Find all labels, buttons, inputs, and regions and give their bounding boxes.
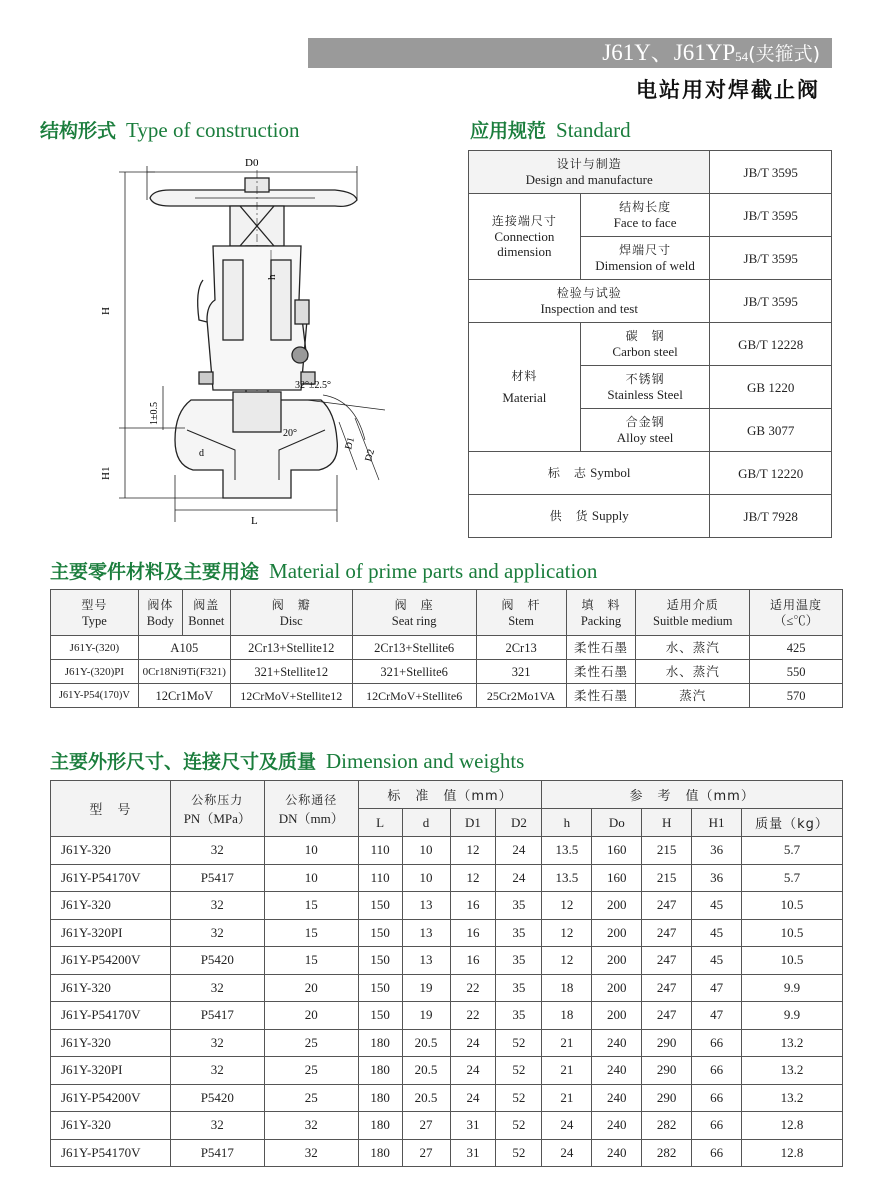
cell-H1: 66 [692, 1112, 742, 1140]
cell-H: 282 [642, 1112, 692, 1140]
cell-weight: 13.2 [742, 1057, 843, 1085]
cell-Do: 240 [592, 1112, 642, 1140]
cell-Do: 160 [592, 864, 642, 892]
table-row [51, 660, 843, 684]
cell-L: 180 [358, 1112, 402, 1140]
header-cn: 阀盖 [193, 597, 220, 612]
table-row [469, 151, 832, 194]
std-group-en: Material [502, 390, 547, 405]
cell-d: 13 [402, 947, 450, 975]
std-value: JB/T 3595 [710, 280, 832, 323]
cell-D2: 52 [496, 1112, 542, 1140]
cell-model: J61Y-320 [51, 892, 171, 920]
std-cn: 设计与制造 [556, 157, 622, 171]
cell-model: J61Y-320 [51, 974, 171, 1002]
cell-d: 20.5 [402, 1057, 450, 1085]
cell-H: 247 [642, 892, 692, 920]
header-en: Body [146, 613, 174, 628]
cell-dn: 25 [264, 1057, 358, 1085]
cell-pn: P5417 [170, 1139, 264, 1167]
cell-body: A105 [138, 636, 230, 660]
column-header: d [402, 809, 450, 837]
column-header: L [358, 809, 402, 837]
header-en: Bonnet [188, 613, 225, 628]
cell-dn: 10 [264, 864, 358, 892]
header-dn-cn: 公称通径 [285, 792, 338, 807]
cell-D1: 31 [450, 1139, 496, 1167]
cell-D2: 24 [496, 864, 542, 892]
header-title-subscript: 54 [735, 49, 749, 64]
cell-L: 180 [358, 1139, 402, 1167]
std-en: Stainless Steel [607, 387, 683, 402]
cell-h: 21 [542, 1029, 592, 1057]
std-value: JB/T 3595 [710, 194, 832, 237]
cell-pn: P5417 [170, 864, 264, 892]
cell-H1: 47 [692, 1002, 742, 1030]
section-en: Type of construction [126, 118, 300, 142]
std-value: JB/T 3595 [710, 151, 832, 194]
std-value: GB/T 12220 [710, 452, 832, 495]
cell-weight: 5.7 [742, 864, 843, 892]
cell-pn: P5420 [170, 947, 264, 975]
column-header: h [542, 809, 592, 837]
cell-Do: 240 [592, 1057, 642, 1085]
std-group-en1: Connection [494, 229, 555, 244]
cell-L: 180 [358, 1084, 402, 1112]
cell-stem: 321 [476, 660, 566, 684]
cell-H1: 66 [692, 1139, 742, 1167]
cell-L: 180 [358, 1057, 402, 1085]
cell-dn: 15 [264, 947, 358, 975]
cell-dn: 32 [264, 1139, 358, 1167]
std-en: Dimension of weld [595, 258, 695, 273]
std-cn: 焊端尺寸 [619, 243, 672, 257]
cell-L: 180 [358, 1029, 402, 1057]
column-header: Do [592, 809, 642, 837]
cell-L: 150 [358, 974, 402, 1002]
std-cn: 不锈钢 [625, 372, 665, 386]
header-en: Seat ring [391, 613, 437, 628]
cell-L: 150 [358, 892, 402, 920]
std-en: Alloy steel [616, 430, 674, 445]
cell-d: 13 [402, 892, 450, 920]
header-en: （≤℃） [773, 613, 819, 628]
cell-Do: 200 [592, 974, 642, 1002]
cell-H: 290 [642, 1029, 692, 1057]
table-row [51, 864, 843, 892]
cell-medium: 蒸汽 [636, 684, 750, 708]
cell-L: 110 [358, 864, 402, 892]
cell-L: 150 [358, 919, 402, 947]
cell-d: 20.5 [402, 1029, 450, 1057]
std-cn: 检验与试验 [556, 286, 622, 300]
table-row [51, 892, 843, 920]
cell-pn: P5417 [170, 1002, 264, 1030]
cell-model: J61Y-P54200V [51, 1084, 171, 1112]
table-row [51, 1029, 843, 1057]
cell-weight: 5.7 [742, 837, 843, 865]
column-header: D1 [450, 809, 496, 837]
header-dn-en: DN（mm） [278, 810, 344, 826]
table-row [469, 323, 832, 366]
label-angle-20: 20° [283, 428, 297, 439]
cell-Do: 200 [592, 919, 642, 947]
cell-weight: 10.5 [742, 892, 843, 920]
cell-L: 150 [358, 1002, 402, 1030]
cell-model: J61Y-P54170V [51, 864, 171, 892]
std-value: JB/T 3595 [710, 237, 832, 280]
cell-type: J61Y-(320)PI [51, 660, 139, 684]
section-en: Material of prime parts and application [269, 559, 598, 583]
cell-D1: 12 [450, 837, 496, 865]
cell-weight: 13.2 [742, 1084, 843, 1112]
table-row [51, 1084, 843, 1112]
cell-H: 290 [642, 1084, 692, 1112]
cell-type: J61Y-P54(170)V [51, 684, 139, 708]
std-value: GB 3077 [710, 409, 832, 452]
cell-disc: 2Cr13+Stellite12 [230, 636, 352, 660]
cell-h: 18 [542, 974, 592, 1002]
label-d2: D2 [363, 448, 378, 463]
cell-h: 24 [542, 1112, 592, 1140]
table-row [469, 452, 832, 495]
section-title-construction [40, 116, 300, 143]
header-ref-group: 参 考 值（mm） [542, 781, 843, 809]
header-en: Suitble medium [653, 613, 733, 628]
table-row [469, 495, 832, 538]
table-row [51, 919, 843, 947]
cell-h: 13.5 [542, 864, 592, 892]
cell-temp: 550 [750, 660, 843, 684]
table-row [51, 947, 843, 975]
cell-H: 247 [642, 919, 692, 947]
std-en: Carbon steel [612, 344, 678, 359]
cell-Do: 200 [592, 1002, 642, 1030]
std-cn: 碳 钢 [625, 329, 665, 343]
cell-h: 21 [542, 1084, 592, 1112]
table-row [51, 1112, 843, 1140]
section-cn: 主要零件材料及主要用途 [50, 561, 260, 583]
cell-dn: 25 [264, 1029, 358, 1057]
section-title-dimensions [50, 747, 524, 774]
cell-packing: 柔性石墨 [566, 660, 636, 684]
cell-D2: 35 [496, 947, 542, 975]
cell-H1: 36 [692, 864, 742, 892]
cell-d: 13 [402, 919, 450, 947]
cell-D1: 16 [450, 892, 496, 920]
cell-d: 20.5 [402, 1084, 450, 1112]
cell-D2: 35 [496, 974, 542, 1002]
cell-H: 215 [642, 864, 692, 892]
cell-pn: 32 [170, 892, 264, 920]
cell-D1: 24 [450, 1057, 496, 1085]
header-cn: 阀 杆 [501, 597, 541, 612]
cell-dn: 10 [264, 837, 358, 865]
header-pn-cn: 公称压力 [191, 792, 244, 807]
cell-L: 150 [358, 947, 402, 975]
section-cn: 结构形式 [40, 120, 117, 142]
cell-dn: 15 [264, 919, 358, 947]
table-row [469, 194, 832, 237]
column-header: D2 [496, 809, 542, 837]
cell-weight: 13.2 [742, 1029, 843, 1057]
cell-d: 19 [402, 974, 450, 1002]
cell-H1: 66 [692, 1029, 742, 1057]
label-l: L [251, 515, 258, 527]
cell-pn: P5420 [170, 1084, 264, 1112]
table-row [51, 974, 843, 1002]
cell-weight: 9.9 [742, 1002, 843, 1030]
label-d: d [199, 448, 204, 459]
cell-packing: 柔性石墨 [566, 636, 636, 660]
std-cn: 合金钢 [625, 415, 665, 429]
cell-H1: 45 [692, 892, 742, 920]
table-row [51, 837, 843, 865]
std-en: Symbol [590, 465, 631, 480]
cell-Do: 200 [592, 892, 642, 920]
cell-H1: 45 [692, 919, 742, 947]
cell-dn: 32 [264, 1112, 358, 1140]
cell-seat: 12CrMoV+Stellite6 [352, 684, 476, 708]
cell-D2: 35 [496, 1002, 542, 1030]
cell-Do: 240 [592, 1139, 642, 1167]
cell-dn: 20 [264, 1002, 358, 1030]
cell-pn: 32 [170, 1029, 264, 1057]
cell-Do: 160 [592, 837, 642, 865]
standard-table [468, 150, 832, 538]
cell-h: 12 [542, 919, 592, 947]
header-pn-en: PN（MPa） [183, 810, 251, 826]
label-h-upper: H [100, 307, 112, 315]
table-row [51, 684, 843, 708]
cell-model: J61Y-320PI [51, 1057, 171, 1085]
section-en: Standard [556, 118, 631, 142]
header-cn: 适用介质 [666, 597, 719, 612]
material-table [50, 589, 843, 708]
std-group-cn: 连接端尺寸 [491, 214, 557, 228]
header-subtitle: 电站用对焊截止阀 [636, 78, 820, 102]
cell-stem: 25Cr2Mo1VA [476, 684, 566, 708]
cell-D1: 22 [450, 974, 496, 1002]
cell-model: J61Y-P54170V [51, 1002, 171, 1030]
cell-disc: 12CrMoV+Stellite12 [230, 684, 352, 708]
cell-model: J61Y-320PI [51, 919, 171, 947]
cell-D2: 52 [496, 1139, 542, 1167]
section-cn: 主要外形尺寸、连接尺寸及质量 [50, 751, 317, 773]
column-header: 质量（kg） [742, 809, 843, 837]
table-header-row [51, 590, 843, 636]
header-title-main: J61Y、J61YP [602, 40, 736, 65]
cell-H1: 45 [692, 947, 742, 975]
cell-weight: 9.9 [742, 974, 843, 1002]
cell-D2: 52 [496, 1057, 542, 1085]
cell-D2: 52 [496, 1084, 542, 1112]
cell-d: 27 [402, 1112, 450, 1140]
std-en: Face to face [613, 215, 677, 230]
std-value: JB/T 7928 [710, 495, 832, 538]
header-cn: 阀体 [147, 597, 174, 612]
cell-weight: 10.5 [742, 947, 843, 975]
cell-pn: 32 [170, 837, 264, 865]
cell-h: 24 [542, 1139, 592, 1167]
table-header-row [51, 781, 843, 809]
header-cn: 适用温度 [770, 597, 823, 612]
cell-h: 12 [542, 947, 592, 975]
cell-pn: 32 [170, 919, 264, 947]
cell-H: 247 [642, 974, 692, 1002]
cell-D2: 35 [496, 892, 542, 920]
cell-model: J61Y-320 [51, 1112, 171, 1140]
cell-D1: 31 [450, 1112, 496, 1140]
std-cn: 结构长度 [619, 200, 672, 214]
std-en: Supply [591, 508, 629, 523]
cell-weight: 12.8 [742, 1139, 843, 1167]
cell-D1: 24 [450, 1084, 496, 1112]
cell-pn: 32 [170, 1112, 264, 1140]
cell-H: 215 [642, 837, 692, 865]
cell-seat: 321+Stellite6 [352, 660, 476, 684]
table-row [469, 280, 832, 323]
header-en: Disc [279, 613, 303, 628]
valve-construction-drawing [95, 150, 425, 530]
table-row [51, 1139, 843, 1167]
std-group-cn: 材料 [511, 369, 538, 383]
header-title-bar [308, 38, 832, 68]
cell-seat: 2Cr13+Stellite6 [352, 636, 476, 660]
section-en: Dimension and weights [326, 749, 525, 773]
cell-D1: 16 [450, 919, 496, 947]
cell-pn: 32 [170, 974, 264, 1002]
cell-packing: 柔性石墨 [566, 684, 636, 708]
cell-D1: 24 [450, 1029, 496, 1057]
label-h-small: h [266, 274, 278, 280]
header-cn: 阀 座 [394, 597, 434, 612]
cell-model: J61Y-P54200V [51, 947, 171, 975]
cell-dn: 15 [264, 892, 358, 920]
label-h1: H1 [100, 466, 112, 480]
cell-temp: 570 [750, 684, 843, 708]
label-d0: D0 [245, 157, 259, 169]
cell-temp: 425 [750, 636, 843, 660]
cell-H1: 47 [692, 974, 742, 1002]
cell-h: 13.5 [542, 837, 592, 865]
cell-medium: 水、蒸汽 [636, 636, 750, 660]
cell-weight: 10.5 [742, 919, 843, 947]
table-row [51, 1002, 843, 1030]
section-cn: 应用规范 [470, 120, 547, 142]
cell-D2: 24 [496, 837, 542, 865]
cell-H1: 66 [692, 1084, 742, 1112]
cell-dn: 20 [264, 974, 358, 1002]
cell-D1: 12 [450, 864, 496, 892]
std-en: Design and manufacture [525, 172, 653, 187]
cell-Do: 240 [592, 1084, 642, 1112]
cell-H: 247 [642, 947, 692, 975]
header-cn: 阀 瓣 [271, 597, 311, 612]
std-cn: 标 志 [547, 466, 587, 480]
header-en: Type [82, 613, 107, 628]
cell-d: 19 [402, 1002, 450, 1030]
std-value: GB 1220 [710, 366, 832, 409]
cell-H: 290 [642, 1057, 692, 1085]
cell-stem: 2Cr13 [476, 636, 566, 660]
cell-medium: 水、蒸汽 [636, 660, 750, 684]
cell-model: J61Y-P54170V [51, 1139, 171, 1167]
table-row [51, 1057, 843, 1085]
cell-H: 282 [642, 1139, 692, 1167]
cell-type: J61Y-(320) [51, 636, 139, 660]
dimension-table [50, 780, 843, 1167]
header-en: Stem [508, 613, 534, 628]
label-d1: D1 [343, 436, 358, 451]
label-angle-32: 32°±2.5° [295, 380, 331, 391]
cell-d: 27 [402, 1139, 450, 1167]
cell-h: 21 [542, 1057, 592, 1085]
header-model: 型 号 [51, 781, 171, 837]
std-en: Inspection and test [540, 301, 638, 316]
cell-D1: 22 [450, 1002, 496, 1030]
cell-d: 10 [402, 837, 450, 865]
header-cn: 型号 [81, 597, 108, 612]
std-cn: 供 货 [549, 509, 589, 523]
cell-pn: 32 [170, 1057, 264, 1085]
header-std-group: 标 准 值（mm） [358, 781, 542, 809]
cell-Do: 240 [592, 1029, 642, 1057]
dimension-table-body [51, 837, 843, 1167]
cell-D2: 52 [496, 1029, 542, 1057]
cell-H1: 66 [692, 1057, 742, 1085]
cell-D2: 35 [496, 919, 542, 947]
cell-model: J61Y-320 [51, 1029, 171, 1057]
cell-L: 110 [358, 837, 402, 865]
std-value: GB/T 12228 [710, 323, 832, 366]
section-title-materials [50, 557, 597, 584]
header-title-tail: (夹箍式) [748, 43, 820, 65]
cell-h: 18 [542, 1002, 592, 1030]
cell-H1: 36 [692, 837, 742, 865]
section-title-standard [470, 116, 631, 143]
cell-body: 0Cr18Ni9Ti(F321) [138, 660, 230, 684]
header-en: Packing [580, 613, 622, 628]
label-clearance: 1±0.5 [149, 402, 160, 425]
cell-d: 10 [402, 864, 450, 892]
column-header: H1 [692, 809, 742, 837]
cell-disc: 321+Stellite12 [230, 660, 352, 684]
cell-Do: 200 [592, 947, 642, 975]
std-group-en2: dimension [497, 244, 552, 259]
header-cn: 填 料 [581, 597, 621, 612]
cell-dn: 25 [264, 1084, 358, 1112]
cell-model: J61Y-320 [51, 837, 171, 865]
cell-D1: 16 [450, 947, 496, 975]
table-row [51, 636, 843, 660]
cell-body: 12Cr1MoV [138, 684, 230, 708]
cell-H: 247 [642, 1002, 692, 1030]
column-header: H [642, 809, 692, 837]
cell-weight: 12.8 [742, 1112, 843, 1140]
cell-h: 12 [542, 892, 592, 920]
